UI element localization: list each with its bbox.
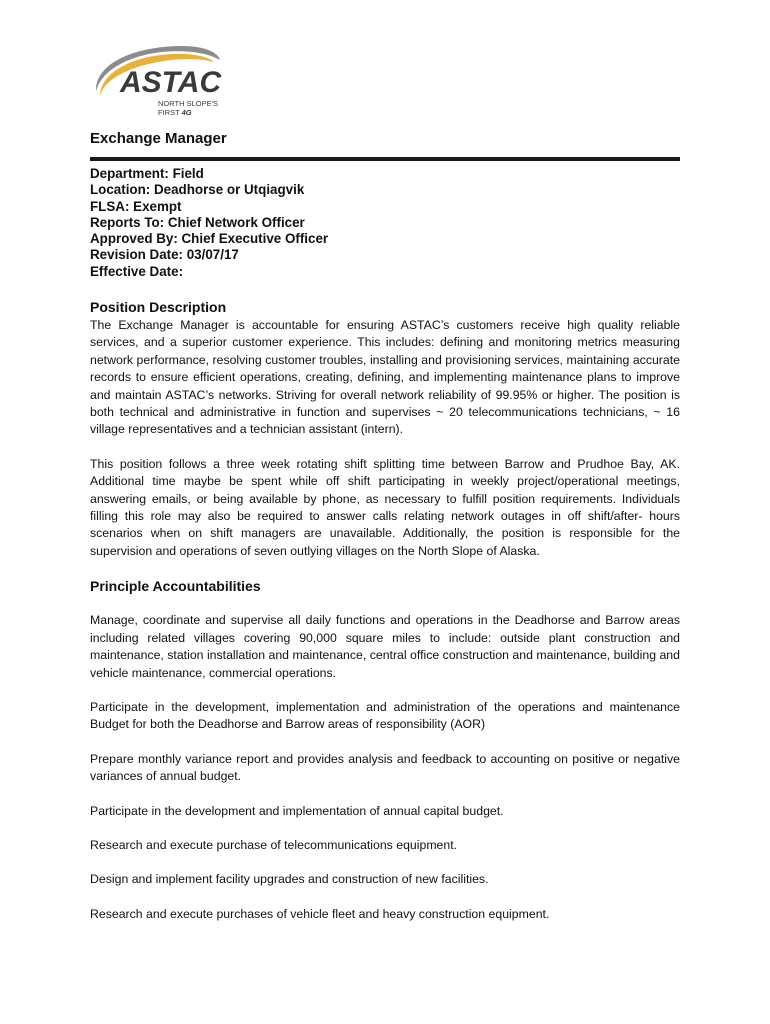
accountability-item: Research and execute purchase of telecommunications equipment. <box>90 837 458 852</box>
logo-wordmark: ASTAC <box>120 66 222 99</box>
position-description-paragraph: This position follows a three week rotating shift splitting time between Barrow and Prudhoe Bay, AK. Additional time maybe be spent while off shift participating in weekly project/operational meetings, answering emails, or being available by phone, as necessary to fulfill position requirements. Individuals filling this role may also be required to answer calls relating network outages in off shift/after- hours scenarios when on shift managers are unavailable. Additionally, the position is responsible for the supervision and operations of seven outlying villages on the North Slope of Alaska. <box>90 456 680 558</box>
position-description-heading: Position Description <box>90 299 227 315</box>
accountability-item: Manage, coordinate and supervise all daily functions and operations in the Deadhorse and Barrow areas including related villages covering 90,000 square miles to include: outside plant construction and maintenance, station installation and maintenance, central office construction and maintenance, building and vehicle maintenance, commercial operations. <box>90 613 680 680</box>
principle-accountabilities-heading: Principle Accountabilities <box>90 578 261 595</box>
meta-approved-by: Approved By: Chief Executive Officer <box>90 231 329 247</box>
document-title: Exchange Manager <box>90 130 227 147</box>
meta-reports-to: Reports To: Chief Network Officer <box>90 214 305 230</box>
meta-revision-date: Revision Date: 03/07/17 <box>90 247 239 263</box>
meta-effective-date: Effective Date: <box>90 263 184 279</box>
meta-department: Department: Field <box>90 166 204 181</box>
accountability-item: Design and implement facility upgrades and construction of new facilities. <box>90 872 489 887</box>
accountability-item: Research and execute purchases of vehicle fleet and heavy construction equipment. <box>90 906 550 921</box>
logo-tagline-line1: NORTH SLOPE'S <box>158 99 219 108</box>
accountability-item: Participate in the development and implementation of annual capital budget. <box>90 803 504 818</box>
meta-location: Location: Deadhorse or Utqiagvik <box>90 182 305 198</box>
job-meta-list <box>90 166 328 280</box>
astac-logo <box>86 40 226 126</box>
accountability-item: Participate in the development, implementation and administration of the operations and maintenance Budget for both the Deadhorse and Barrow areas of responsibility (AOR) <box>90 699 680 732</box>
meta-flsa: FLSA: Exempt <box>90 198 182 214</box>
position-description-paragraph: The Exchange Manager is accountable for ensuring ASTAC’s customers receive high quality reliable services, and a superior customer experience. This includes: defining and monitoring metrics measuring network performance, resolving customer troubles, installing and provisioning services, maintaining accurate records to ensure efficient operations, creating, defining, and implementing maintenance plans to improve and maintain ASTAC’s networks. Striving for overall network reliability of 99.95% or higher. The position is both technical and administrative in function and supervises ~ 20 telecommunications technicians, ~ 16 village representatives and a technician assistant (intern). <box>90 318 680 437</box>
title-divider <box>90 157 680 161</box>
astac-logo-graphic <box>86 40 226 126</box>
logo-tagline-line2: FIRST 4G <box>158 108 192 117</box>
document-body <box>90 297 680 923</box>
accountability-item: Prepare monthly variance report and provides analysis and feedback to accounting on positive or negative variances of annual budget. <box>90 751 680 784</box>
